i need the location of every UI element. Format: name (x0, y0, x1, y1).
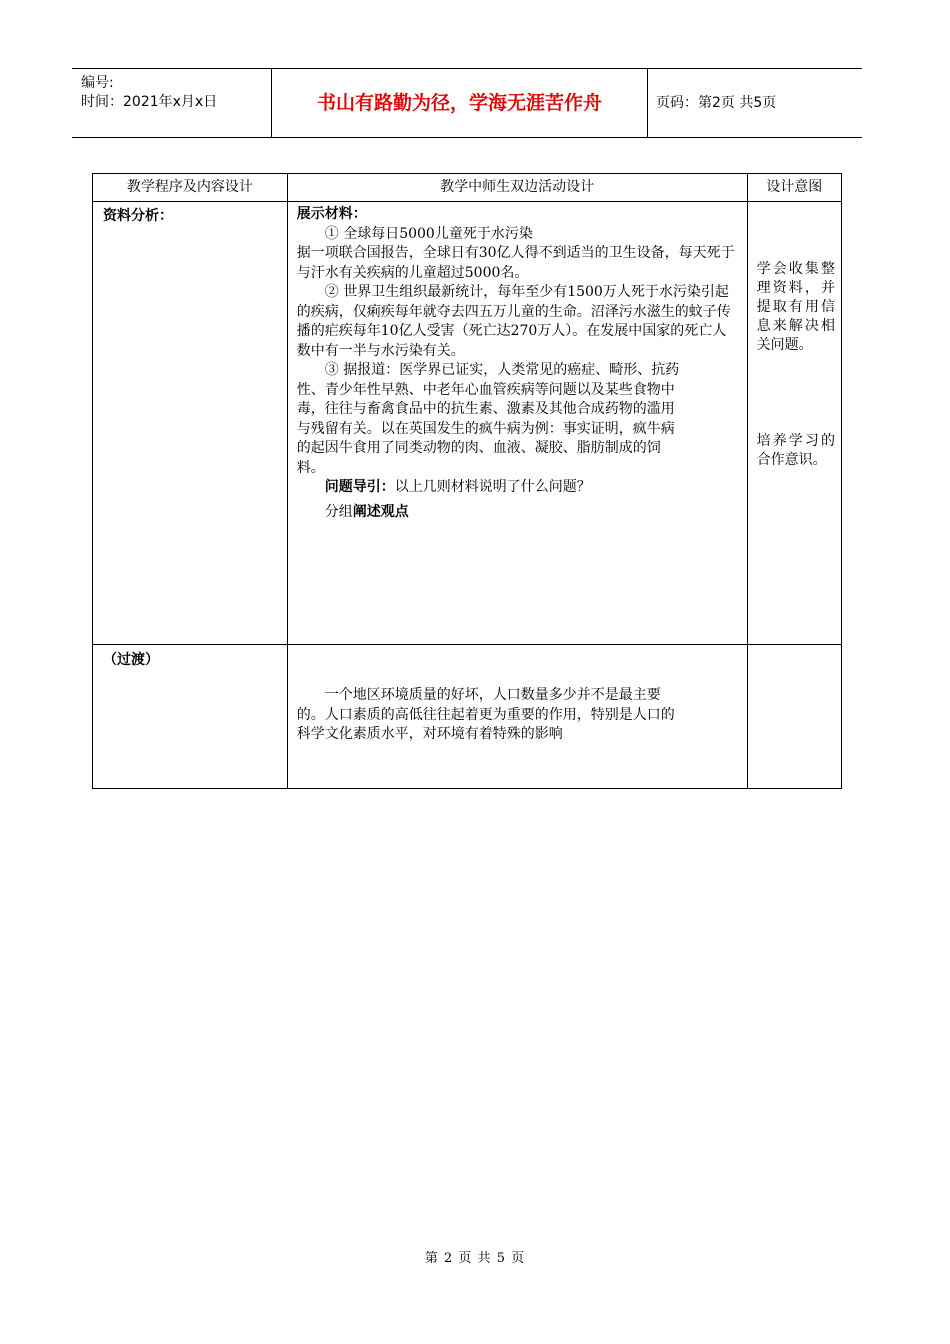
procedure-cell (93, 202, 288, 645)
show-material-label: 展示材料： (296, 206, 367, 222)
question-label: 问题导引： (324, 479, 395, 495)
table-row (93, 645, 842, 789)
time-label: 时间：2021年x月x日 (81, 94, 218, 110)
intent-cell (747, 202, 841, 645)
table-row (93, 202, 842, 645)
column-header: 教学程序及内容设计 (93, 174, 288, 202)
group-discussion (297, 503, 739, 523)
page-header (72, 68, 862, 138)
page-info: 页码：第2页 共5页 (656, 95, 777, 111)
material-item-1-body: 据一项联合国报告，全球日有30亿人得不到适当的卫生设备，每天死于与汗水有关疾病的儿童超过5000名。 (296, 245, 735, 281)
column-header: 教学中师生双边活动设计 (287, 174, 747, 202)
page-footer: 第 2 页 共 5 页 (424, 1251, 526, 1266)
number-label: 编号: (81, 75, 114, 91)
activity-cell (287, 202, 747, 645)
intent-text-1: 学会收集整理资料，并提取有用信息来解决相关问题。 (756, 261, 835, 353)
procedure-cell (93, 645, 288, 789)
transition-text: 一个地区环境质量的好坏，人口数量多少并不是最主要的。人口素质的高低往往起着更为重要的作用，特别是人口的科学文化素质水平，对环境有着特殊的影响 (296, 687, 675, 742)
group-bold: 阐述观点 (352, 503, 409, 520)
material-item-1-title: ① 全球每日5000儿童死于水污染 (324, 225, 533, 242)
motto: 书山有路勤为径，学海无涯苦作舟 (272, 69, 648, 137)
material-item-3: ③ 据报道：医学界已证实，人类常见的癌症、畸形、抗药性、青少年性早熟、中老年心血管疾病等问题以及某些食物中毒，往往与畜禽食品中的抗生素、激素及其他合成药物的滥用与残留有关。以在英国发生的疯牛病为例：事实证明，疯牛病的起因牛食用了同类动物的肉、血液、凝胶、脂肪制成的饲料。 (296, 362, 680, 476)
table-header-row (93, 174, 842, 202)
intent-cell (747, 645, 841, 789)
question-guide (297, 478, 739, 498)
question-text: 以上几则材料说明了什么问题？ (394, 479, 591, 495)
section-title: （过渡） (103, 652, 159, 668)
column-header: 设计意图 (747, 174, 841, 202)
section-title: 资料分析： (103, 208, 173, 224)
material-item-2: ② 世界卫生组织最新统计，每年至少有1500万人死于水污染引起的疾病，仅痢疾每年就夺去四五万儿童的生命。沼泽污水滋生的蚊子传播的疟疾每年10亿人受害（死亡达270万人）。在发展中国家的死亡人数中有一半与水污染有关。 (296, 284, 731, 359)
intent-text-2: 培养学习的合作意识。 (756, 433, 835, 468)
header-meta-cell (72, 69, 272, 137)
lesson-table (92, 173, 842, 789)
activity-cell (287, 645, 747, 789)
group-prefix: 分组 (324, 503, 353, 520)
